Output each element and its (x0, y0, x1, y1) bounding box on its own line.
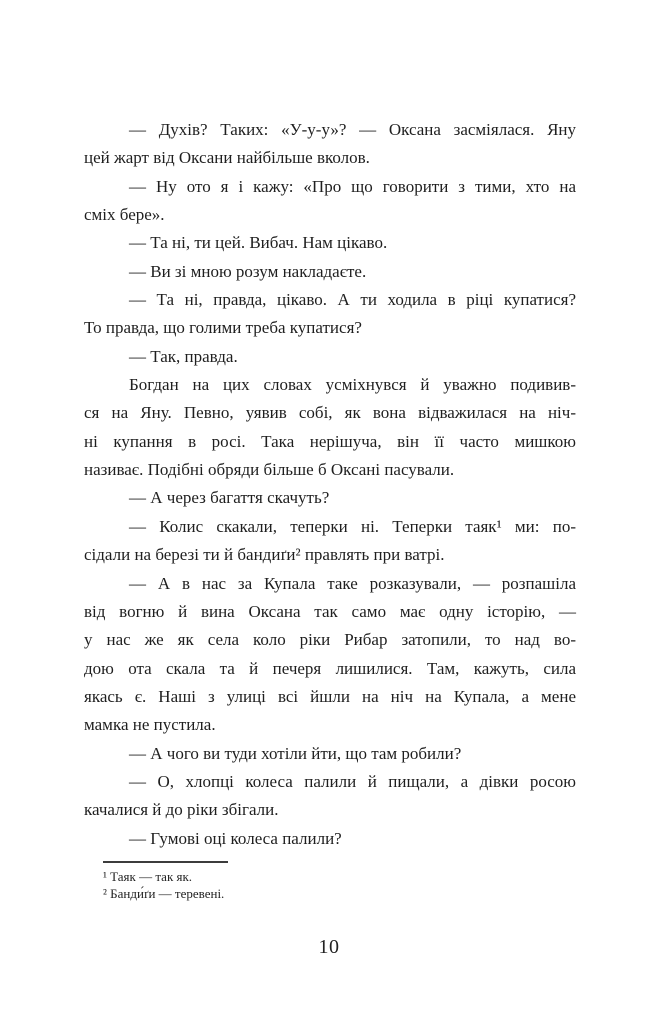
text-line: від вогню й вина Оксана так само має одну історію, — (84, 601, 576, 621)
paragraph (84, 173, 576, 230)
text-line: ся на Яну. Певно, уявив собі, як вона відважилася на ніч- (84, 403, 576, 423)
footnote-1: ¹ Таяк — так як. (103, 869, 193, 884)
text-line: ні купання в росі. Така нерішуча, він її часто мишкою (84, 431, 576, 451)
paragraph (84, 740, 576, 768)
paragraph (84, 258, 576, 286)
paragraph (84, 229, 576, 257)
paragraph (84, 371, 576, 484)
footnotes-section (103, 861, 563, 903)
text-line: — А через багаття скачуть? (129, 488, 330, 508)
text-line: сідали на березі ти й бандиґи² правлять при ватрі. (84, 545, 445, 565)
paragraph (84, 570, 576, 740)
text-line: — Та ні, правда, цікаво. А ти ходила в ріці купатися? (129, 290, 576, 310)
footnote-separator (103, 861, 228, 863)
paragraph (84, 116, 576, 173)
text-line: То правда, що голими треба купатися? (84, 318, 362, 338)
text-line: — Духів? Таких: «У-у-у»? — Оксана засміялася. Яну (129, 120, 576, 139)
text-line: — А в нас за Купала таке розказували, — розпашіла (129, 573, 576, 593)
text-line: — Гумові оці колеса палили? (129, 828, 342, 848)
paragraph (84, 825, 576, 853)
paragraph (84, 343, 576, 371)
paragraph (84, 286, 576, 343)
text-line: у нас же як села коло ріки Рибар затопили, то над во- (84, 630, 576, 650)
text-line: — Колис скакали, теперки ні. Теперки таяк¹ ми: по- (129, 516, 576, 536)
text-line: Богдан на цих словах усміхнувся й уважно подивив- (129, 375, 576, 395)
paragraph (84, 513, 576, 570)
text-line: — О, хлопці колеса палили й пищали, а дівки росою (129, 771, 576, 791)
text-line: дою ота скала та й печеря лишилися. Там, кажуть, сила (84, 658, 576, 678)
text-line: називає. Подібні обряди більше б Оксані пасували. (84, 460, 455, 480)
text-line: цей жарт від Оксани найбільше вколов. (84, 148, 370, 168)
text-line: сміх бере». (84, 205, 165, 225)
text-line: — Ну ото я і кажу: «Про що говорити з тими, хто на (129, 176, 576, 196)
footnote-2: ² Банди́ґи — теревені. (103, 885, 225, 901)
text-line: якась є. Наші з улиці всі йшли на ніч на Купала, а мене (84, 686, 576, 706)
text-block (84, 116, 576, 853)
text-line: — Та ні, ти цей. Вибач. Нам цікаво. (129, 233, 388, 253)
text-line: — А чого ви туди хотіли йти, що там робили? (129, 743, 462, 763)
text-line: качалися й до ріки збігали. (84, 800, 279, 820)
page-number: 10 (318, 936, 340, 958)
paragraph (84, 484, 576, 512)
text-line: мамка не пустила. (84, 715, 216, 735)
text-line: — Так, правда. (129, 346, 238, 366)
text-line: — Ви зі мною розум накладаєте. (129, 261, 367, 281)
paragraph (84, 768, 576, 825)
